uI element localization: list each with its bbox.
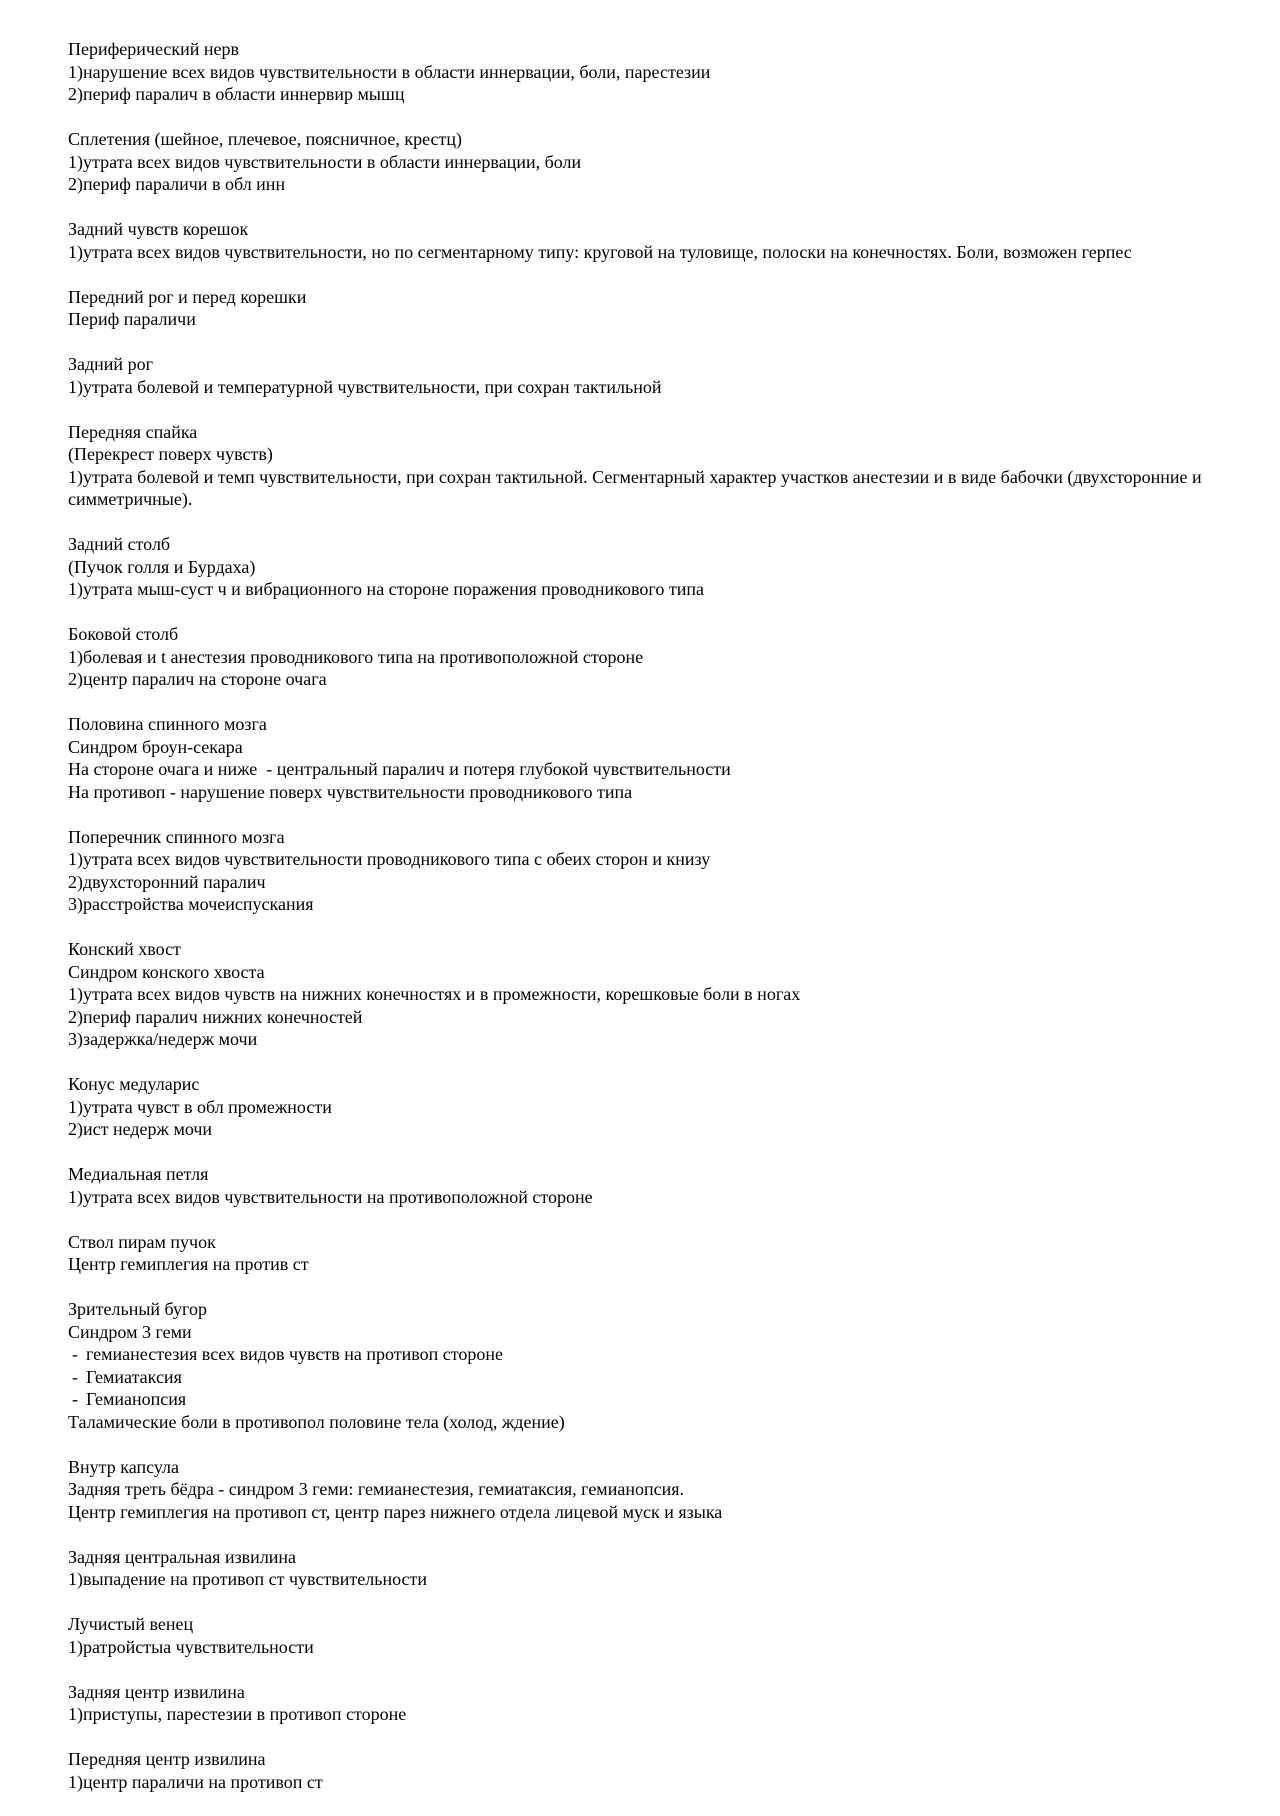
section-heading: Задняя центр извилина xyxy=(68,1681,245,1702)
section-heading: Поперечник спинного мозга xyxy=(68,826,285,847)
section-line: 1)центр параличи на противоп ст xyxy=(68,1771,323,1792)
bullet-text: гемианестезия всех видов чувств на противоп стороне xyxy=(86,1344,504,1364)
section-heading: Задняя центральная извилина xyxy=(68,1546,297,1567)
section-line: 1)утрата чувст в обл промежности xyxy=(68,1096,332,1117)
bullet-text: Гемиатаксия xyxy=(86,1366,182,1387)
section-line: Задняя треть бёдра - синдром 3 геми: гемианестезия, гемиатаксия, гемианопсия. xyxy=(68,1479,684,1499)
section-cauda-equina xyxy=(68,938,1248,1051)
section-line: 1)утрата болевой и температурной чувствительности, при сохран тактильной xyxy=(68,376,662,397)
section-heading: Передняя центр извилина xyxy=(68,1749,266,1769)
section-heading: Периферический нерв xyxy=(68,39,240,59)
section-thalamus xyxy=(68,1298,1248,1433)
section-heading: Передний рог и перед корешки xyxy=(68,286,307,307)
section-corona-radiata xyxy=(68,1613,1248,1658)
section-posterior-column xyxy=(68,533,1248,601)
section-line: Таламические боли в противопол половине тела (холод, ждение) xyxy=(68,1411,565,1432)
section-line: 1)утрата болевой и темп чувствительности, при сохран тактильной. Сегментарный характер участков анестезии и в виде бабочки (двухсторонние и симметричные). xyxy=(68,466,1207,509)
section-line: 1)ратройстыа чувствительности xyxy=(68,1636,314,1657)
section-line: 2)периф паралич нижних конечностей xyxy=(68,1006,363,1027)
section-plexus xyxy=(68,128,1248,196)
section-line: Периф параличи xyxy=(68,309,196,329)
section-line: 1)утрата всех видов чувствительности в области иннервации, боли xyxy=(68,151,582,172)
section-line: 1)нарушение всех видов чувствительности в области иннервации, боли, парестезии xyxy=(68,61,711,82)
section-line: 2)периф параличи в обл инн xyxy=(68,174,286,194)
section-line: 1)утрата всех видов чувствительности на противоположной стороне xyxy=(68,1186,593,1207)
section-spinal-cord-half xyxy=(68,713,1248,803)
section-line: 1)утрата мыш-суст ч и вибрационного на стороне поражения проводникового типа xyxy=(68,579,704,599)
section-line: 3)расстройства мочеиспускания xyxy=(68,894,314,914)
section-line: 1)утрата всех видов чувств на нижних конечностях и в промежности, корешковые боли в ногах xyxy=(68,984,801,1004)
section-precentral-gyrus xyxy=(68,1748,1248,1793)
section-postcentral-gyrus xyxy=(68,1546,1248,1591)
section-line: (Пучок голля и Бурдаха) xyxy=(68,556,256,577)
section-line: 1)утрата всех видов чувствительности проводникового типа с обеих сторон и книзу xyxy=(68,849,711,869)
section-heading: Внутр капсула xyxy=(68,1456,180,1477)
section-heading: Конский хвост xyxy=(68,939,181,959)
section-heading: Задний рог xyxy=(68,354,153,374)
section-line: 2)центр паралич на стороне очага xyxy=(68,669,327,689)
section-internal-capsule xyxy=(68,1456,1248,1524)
section-heading: Конус медуларис xyxy=(68,1074,200,1094)
dash-bullet-icon: - xyxy=(72,1389,78,1409)
section-heading: Передняя спайка xyxy=(68,421,198,442)
dash-bullet-icon: - xyxy=(72,1366,78,1387)
section-line: Синдром 3 геми xyxy=(68,1321,192,1342)
section-line: Синдром конского хвоста xyxy=(68,961,265,982)
dash-bullet-icon: - xyxy=(72,1344,78,1364)
bullet-text: Гемианопсия xyxy=(86,1389,187,1409)
section-heading: Ствол пирам пучок xyxy=(68,1231,216,1252)
bullet-item xyxy=(68,1343,1252,1366)
section-line: (Перекрест поверх чувств) xyxy=(68,444,273,464)
section-line: 1)болевая и t анестезия проводникового типа на противоположной стороне xyxy=(68,646,644,667)
section-line: Синдром броун-секара xyxy=(68,736,243,757)
section-posterior-horn xyxy=(68,353,1248,398)
bullet-item xyxy=(68,1388,1252,1411)
section-line: 3)задержка/недерж мочи xyxy=(68,1029,258,1049)
section-heading: Лучистый венец xyxy=(68,1614,194,1634)
section-line: Центр гемиплегия на против ст xyxy=(68,1254,309,1274)
section-peripheral-nerve xyxy=(68,38,1248,106)
section-conus-medullaris xyxy=(68,1073,1248,1141)
section-line: Центр гемиплегия на противоп ст, центр парез нижнего отдела лицевой муск и языка xyxy=(68,1501,723,1522)
section-line: 2)двухсторонний паралич xyxy=(68,871,266,892)
document-page xyxy=(68,38,1248,1816)
section-line: 1)приступы, парестезии в противоп стороне xyxy=(68,1704,407,1724)
section-anterior-horn xyxy=(68,286,1248,331)
section-lateral-column xyxy=(68,623,1248,691)
section-line: 1)выпадение на противоп ст чувствительности xyxy=(68,1569,428,1589)
section-heading: Боковой столб xyxy=(68,624,179,644)
section-heading: Зрительный бугор xyxy=(68,1299,207,1319)
section-line: 1)утрата всех видов чувствительности, но по сегментарному типу: круговой на туловище, полоски на конечностях. Боли, возможен герпес xyxy=(68,241,1132,262)
bullet-item xyxy=(68,1366,1252,1389)
section-heading: Сплетения (шейное, плечевое, поясничное, крестц) xyxy=(68,129,462,149)
section-line: На стороне очага и ниже - центральный паралич и потеря глубокой чувствительности xyxy=(68,759,731,779)
section-spinal-cord-transverse xyxy=(68,826,1248,916)
section-heading: Медиальная петля xyxy=(68,1164,209,1184)
section-heading: Задний чувств корешок xyxy=(68,219,249,239)
section-medial-lemniscus xyxy=(68,1163,1248,1208)
section-posterior-root xyxy=(68,218,1248,263)
section-heading: Задний столб xyxy=(68,534,171,554)
section-posterior-central-gyrus xyxy=(68,1681,1248,1726)
section-line: На противоп - нарушение поверх чувствительности проводникового типа xyxy=(68,781,633,802)
section-line: 2)ист недерж мочи xyxy=(68,1119,213,1139)
section-pyramidal-tract xyxy=(68,1231,1248,1276)
section-anterior-commissure xyxy=(68,421,1248,511)
section-line: 2)периф паралич в области иннервир мышц xyxy=(68,84,405,104)
section-heading: Половина спинного мозга xyxy=(68,714,267,734)
